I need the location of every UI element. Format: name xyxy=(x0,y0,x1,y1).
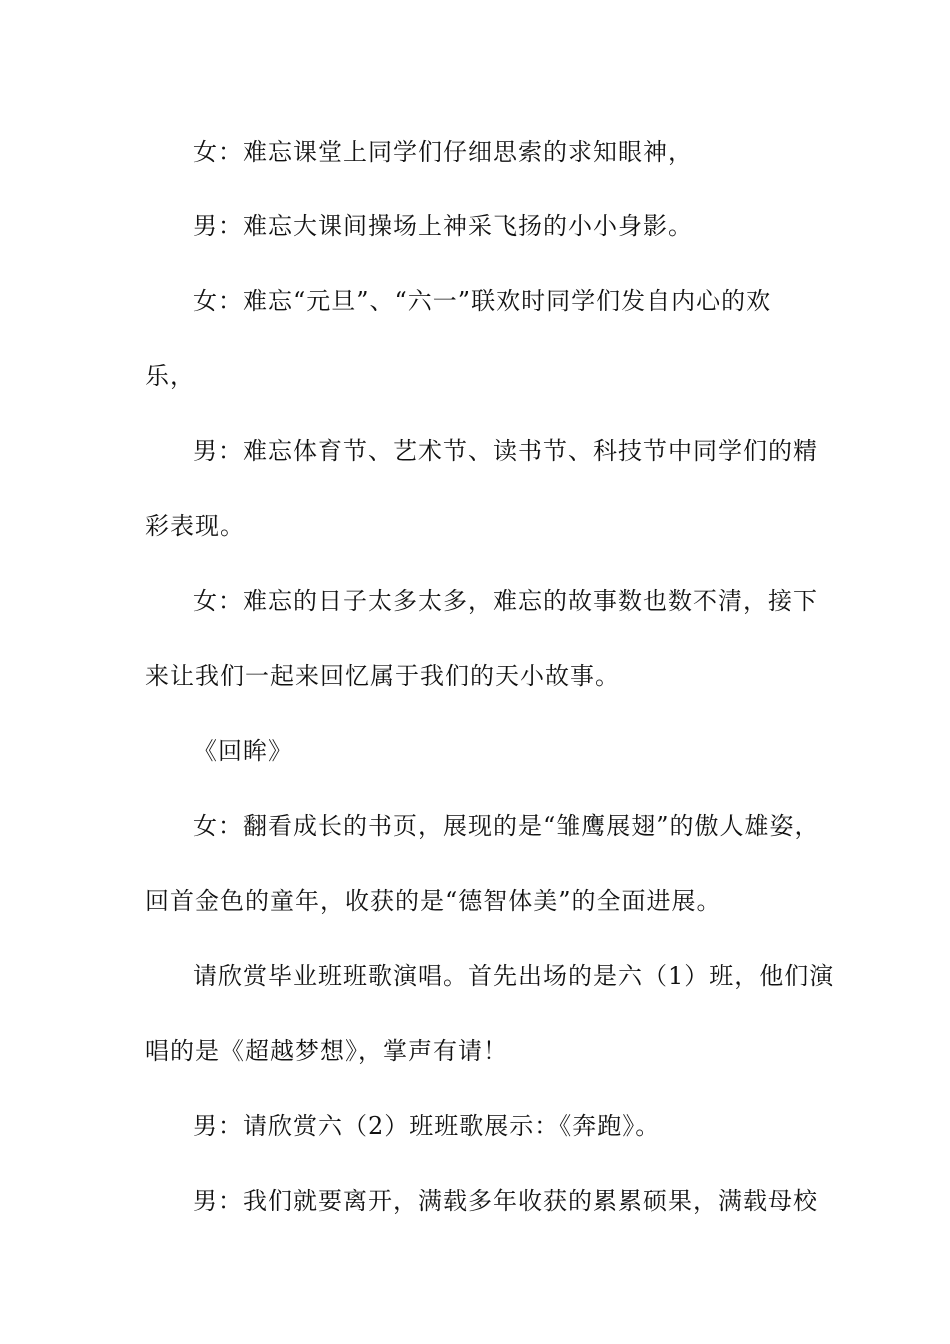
text-line-male-2-cont: 彩表现。 xyxy=(145,512,245,540)
text-line-female-3-cont: 来让我们一起来回忆属于我们的天小故事。 xyxy=(145,662,620,690)
text-line-female-1: 女：难忘课堂上同学们仔细思索的求知眼神， xyxy=(193,138,693,166)
text-line-female-2: 女：难忘“元旦”、“六一”联欢时同学们发自内心的欢 xyxy=(193,287,772,315)
text-line-female-4-cont: 回首金色的童年，收获的是“德智体美”的全面进展。 xyxy=(145,887,722,915)
text-line-announce-cont: 唱的是《超越梦想》，掌声有请！ xyxy=(145,1037,508,1065)
text-line-male-2: 男：难忘体育节、艺术节、读书节、科技节中同学们的精 xyxy=(193,437,818,465)
text-line-female-2-cont: 乐， xyxy=(145,362,195,390)
section-title: 《回眸》 xyxy=(193,737,293,765)
text-line-male-4: 男：我们就要离开，满载多年收获的累累硕果，满载母校 xyxy=(193,1187,818,1215)
text-line-female-4: 女：翻看成长的书页，展现的是“雏鹰展翅”的傲人雄姿， xyxy=(193,812,820,840)
text-line-male-1: 男：难忘大课间操场上神采飞扬的小小身影。 xyxy=(193,212,693,240)
text-line-male-3: 男：请欣赏六（2）班班歌展示：《奔跑》。 xyxy=(193,1112,661,1140)
text-line-female-3: 女：难忘的日子太多太多，难忘的故事数也数不清，接下 xyxy=(193,587,818,615)
text-line-announce: 请欣赏毕业班班歌演唱。首先出场的是六（1）班，他们演 xyxy=(193,962,835,990)
